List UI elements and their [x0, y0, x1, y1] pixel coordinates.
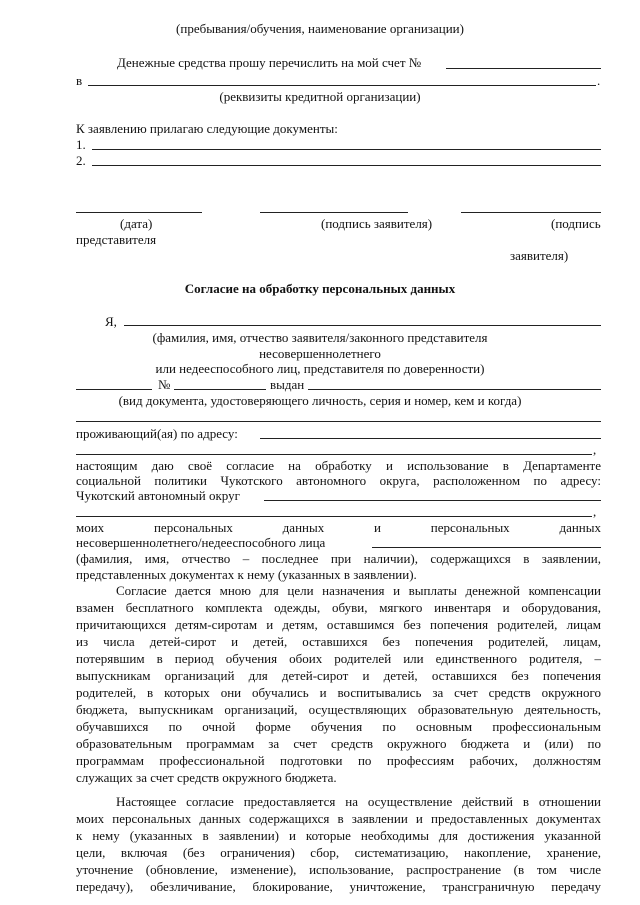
- document-item-2-number: 2.: [76, 153, 86, 168]
- document-note: (вид документа, удостоверяющего личность, серия и номер, кем и когда): [118, 393, 522, 408]
- para1-line-5: потерявшим в период обучения обоих родителей или единственного родителя, –: [76, 651, 601, 666]
- para1-line-3: причитающихся детям-сиротам и детям, оставшимся без попечения родителей, лицам: [76, 617, 601, 632]
- para1-line-6: выпускникам организаций для детей-сирот и детей, оставшихся без попечения: [76, 668, 601, 683]
- extra-line-1[interactable]: [76, 421, 601, 422]
- consent-line-1: настоящим даю своё согласие на обработку и использование в Департаменте: [76, 458, 601, 473]
- fio-line[interactable]: [124, 325, 601, 326]
- para1-line-2: взамен бесплатного комплекта одежды, обуви, мягкого инвентаря и оборудования,: [76, 600, 601, 615]
- consent-line-6: (фамилия, имя, отчество – последнее при наличии), содержащихся в заявлении,: [76, 551, 601, 566]
- consent-title: Согласие на обработку персональных данных: [184, 281, 456, 296]
- para1-line-10: образовательным программам за счет средств окружного бюджета и (или) по: [76, 736, 601, 751]
- department-address-line[interactable]: [264, 500, 601, 501]
- para1-line-9: обучавшихся по очной форме обучения по основным профессиональным: [76, 719, 601, 734]
- fio-note-1: (фамилия, имя, отчество заявителя/законного представителя: [152, 330, 488, 345]
- consent-line-7: представленных документах к нему (указанных в заявлении).: [76, 567, 417, 582]
- bank-in-label: в: [76, 73, 83, 88]
- document-item-1-line[interactable]: [92, 149, 601, 150]
- fio-note-2: несовершеннолетнего: [259, 346, 381, 361]
- bank-line-period: .: [597, 73, 601, 88]
- para2-line-1: Настоящее согласие предоставляется на осуществление действий в отношении: [116, 794, 601, 809]
- representative-signature-line[interactable]: [461, 212, 601, 213]
- bank-details-note: (реквизиты кредитной организации): [219, 89, 421, 104]
- fio-note-3: или недееспособного лиц, представителя по доверенности): [155, 361, 485, 376]
- number-sign: №: [158, 377, 171, 392]
- para2-line-6: передачу), обезличивание, блокирование, уничтожение, трансграничную передачу: [76, 879, 601, 894]
- para2-line-2: моих персональных данных содержащихся в заявлении и предоставленных документах: [76, 811, 601, 826]
- para1-line-1: Согласие дается мною для цели назначения и выплаты денежной компенсации: [116, 583, 601, 598]
- address-line-1[interactable]: [260, 438, 601, 439]
- issued-label: выдан: [270, 377, 305, 392]
- para2-line-5: уточнение (обновление, изменение), использование, распространение (в том числе: [76, 862, 601, 877]
- applicant-signature-line[interactable]: [260, 212, 408, 213]
- document-type-line[interactable]: [76, 389, 152, 390]
- para1-line-7: родителей, в которых они обучались и воспитывались за счет средств окружного: [76, 685, 601, 700]
- address-label: проживающий(ая) по адресу:: [76, 426, 238, 441]
- document-item-1-number: 1.: [76, 137, 86, 152]
- para1-line-4: из числа детей-сирот и детей, оставшихся без попечения родителей, лицам,: [76, 634, 601, 649]
- consent-line-2: социальной политики Чукотского автономного округа, расположенном по адресу:: [76, 473, 601, 488]
- department-address-comma: ,: [593, 504, 597, 519]
- para1-line-11: программам профессиональной подготовки по профессиям рабочих, должностям: [76, 753, 601, 768]
- para2-line-3: к нему (указанных в заявлении) и которые необходимы для достижения указанной: [76, 828, 601, 843]
- address-line-2[interactable]: [76, 454, 592, 455]
- account-number-line[interactable]: [446, 68, 601, 69]
- consent-line-5: несовершеннолетнего/недееспособного лица: [76, 535, 326, 550]
- bank-details-line[interactable]: [88, 85, 596, 86]
- issued-by-line[interactable]: [308, 389, 601, 390]
- department-address-line-2[interactable]: [76, 516, 592, 517]
- minor-name-line[interactable]: [372, 547, 601, 548]
- representative-caption-1: (подпись: [551, 216, 601, 231]
- para2-line-4: цели, включая (без ограничения) сбор, систематизацию, накопление, хранение,: [76, 845, 601, 860]
- representative-caption-3: заявителя): [510, 248, 569, 263]
- applicant-signature-caption: (подпись заявителя): [321, 216, 433, 231]
- consent-line-3: Чукотский автономный округ: [76, 488, 240, 503]
- documents-intro: К заявлению прилагаю следующие документы:: [76, 121, 338, 136]
- para1-line-8: бюджета, выпускникам организаций, осуществляющих образовательную деятельность,: [76, 702, 601, 717]
- date-line[interactable]: [76, 212, 202, 213]
- account-request-text: Денежные средства прошу перечислить на мой счет №: [117, 55, 422, 70]
- consent-line-4: моих персональных данных и персональных данных: [76, 520, 601, 535]
- para1-line-12: служащих за счет средств окружного бюджета.: [76, 770, 337, 785]
- organization-note: (пребывания/обучения, наименование организации): [176, 21, 464, 36]
- date-caption: (дата): [120, 216, 153, 231]
- document-item-2-line[interactable]: [92, 165, 601, 166]
- i-label: Я,: [105, 314, 117, 329]
- document-number-line[interactable]: [174, 389, 266, 390]
- address-comma: ,: [593, 442, 597, 457]
- representative-caption-2: представителя: [76, 232, 157, 247]
